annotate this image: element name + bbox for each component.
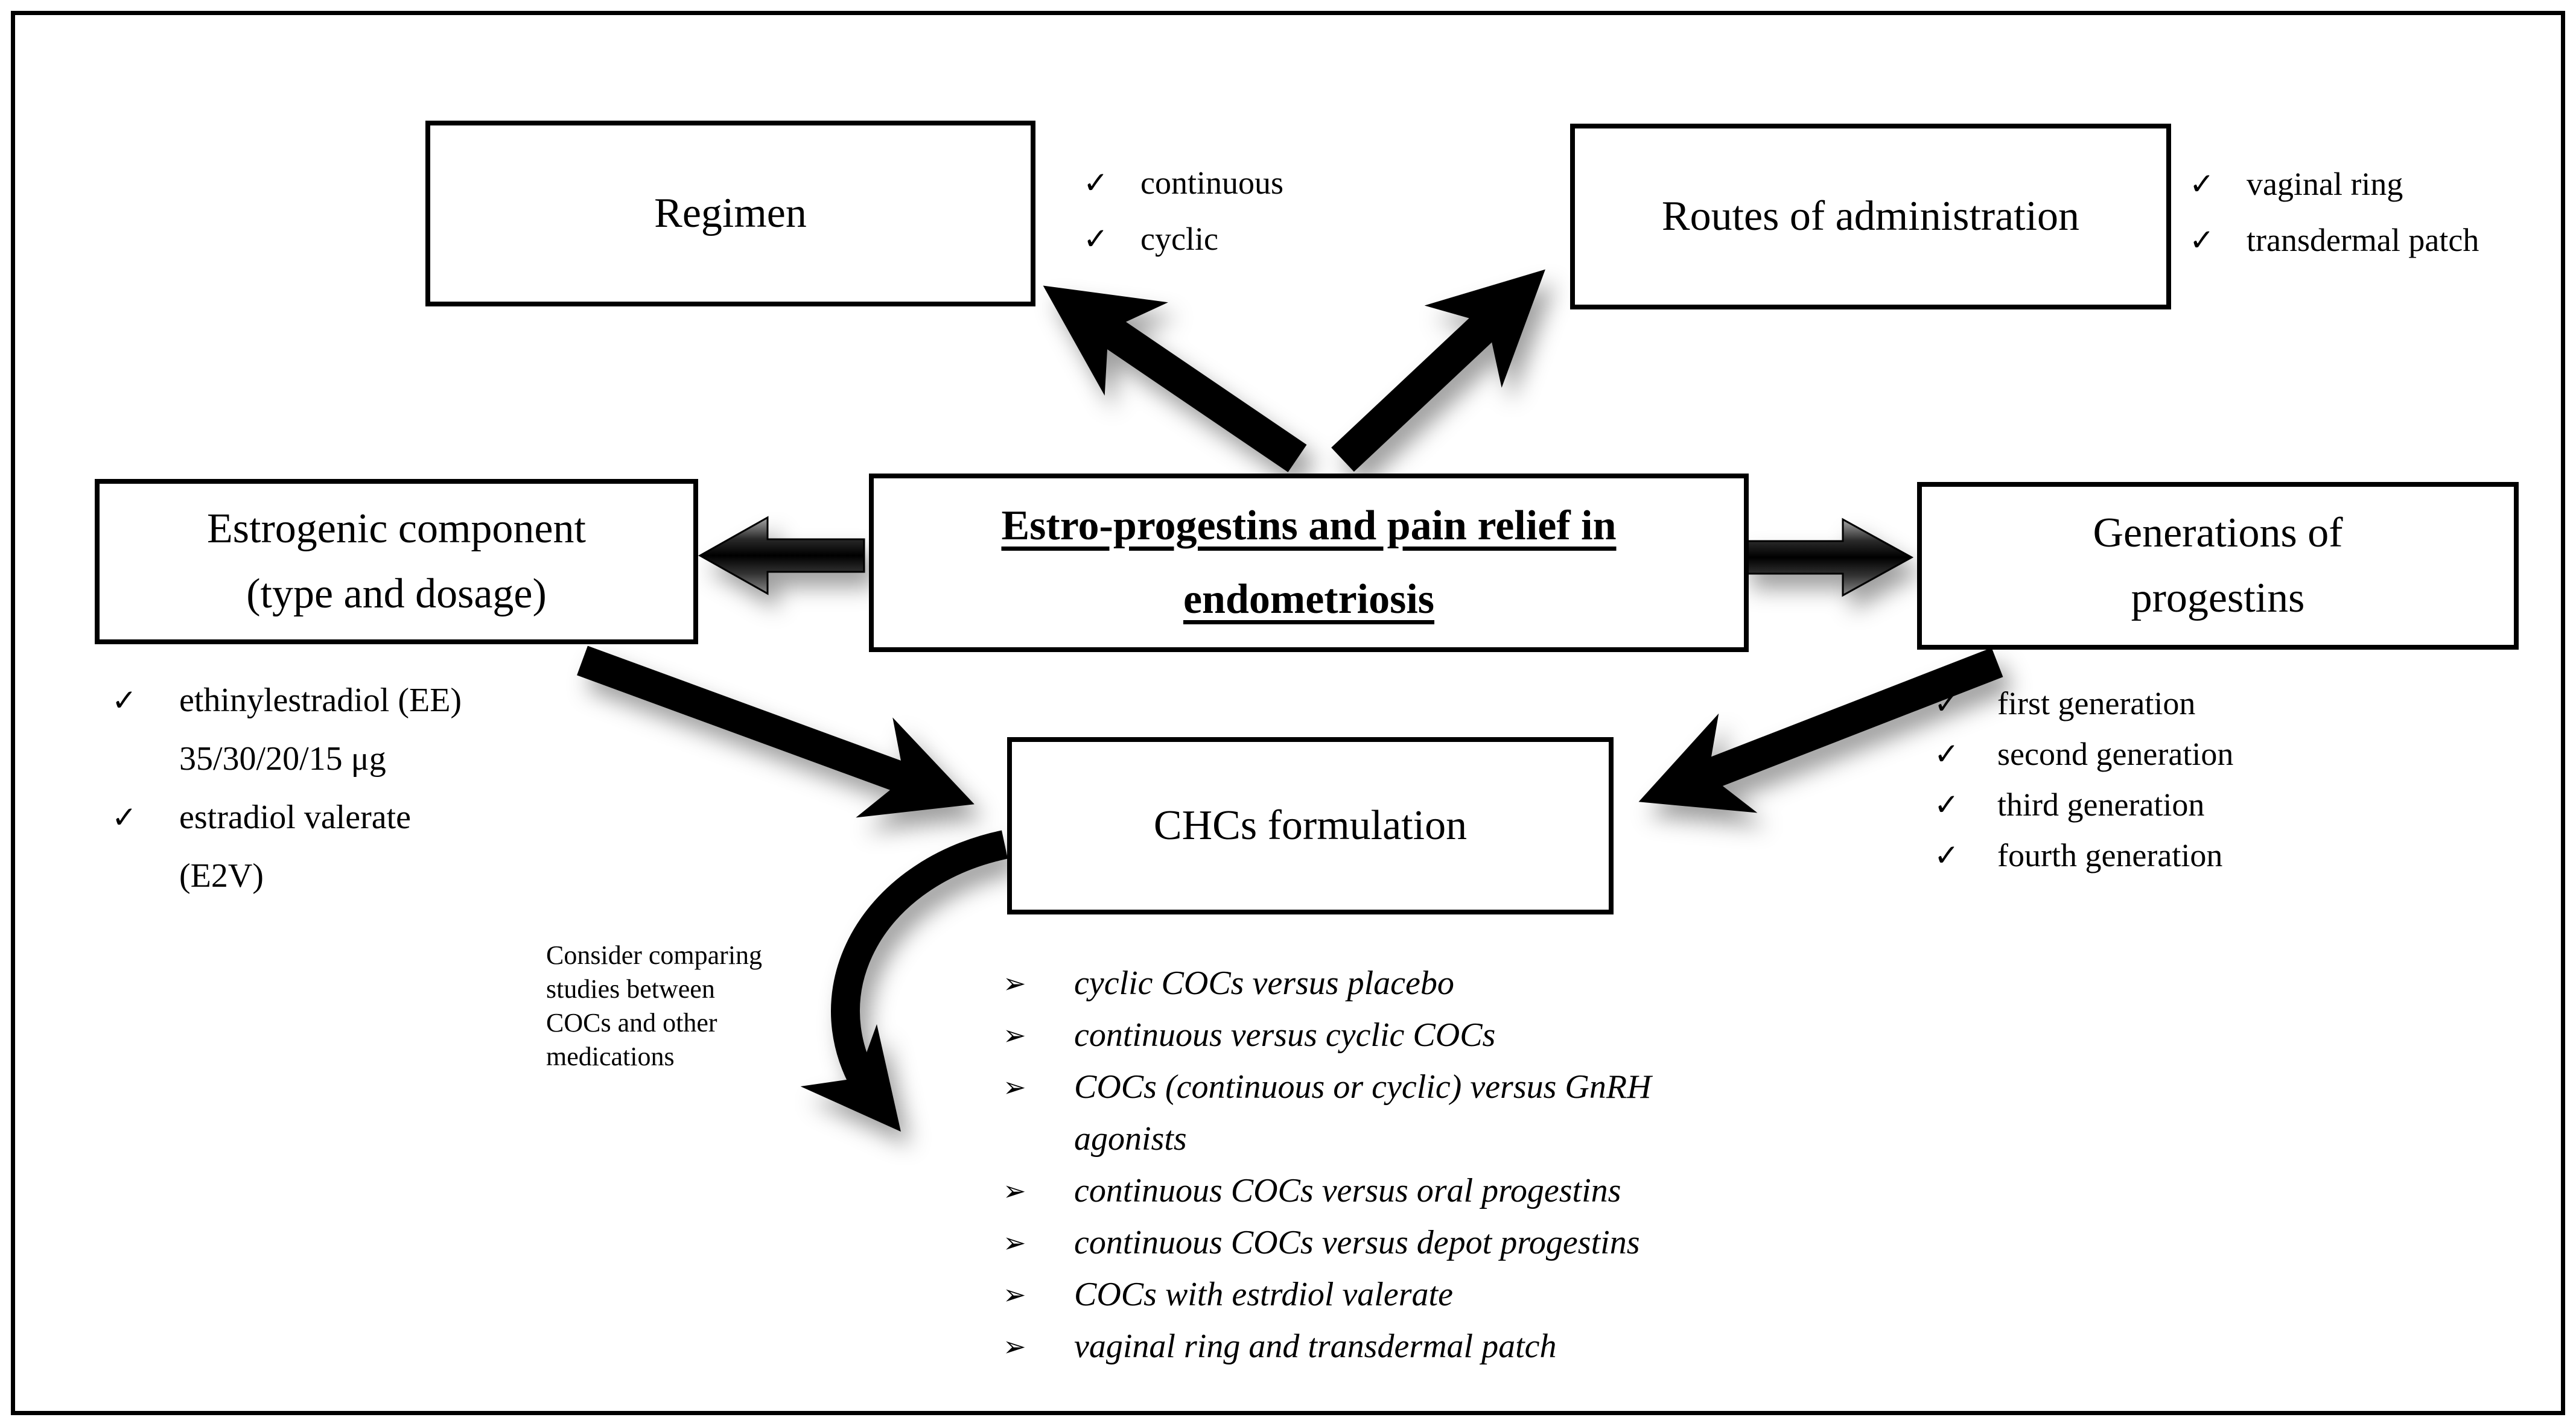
comparison-item-label: COCs (continuous or cyclic) versus GnRH (1074, 1068, 1652, 1106)
regimen-checklist (1083, 154, 1283, 267)
comparison-item (1003, 1061, 1652, 1113)
box-chcs-formulation (1007, 737, 1614, 914)
comparison-item (1003, 1269, 1652, 1320)
consider-note-line: studies between (546, 974, 715, 1004)
main-topic-line1: Estro-progestins and pain relief in (1001, 502, 1617, 549)
checklist-item (112, 671, 462, 729)
box-estrogenic-component (95, 479, 698, 644)
comparison-item (1003, 1320, 1652, 1372)
box-main-topic (869, 474, 1749, 652)
comparison-item-label: cyclic COCs versus placebo (1074, 965, 1454, 1002)
chcs-label: CHCs formulation (1153, 802, 1468, 849)
checklist-item-label: 35/30/20/15 μg (179, 740, 386, 778)
box-generations-of-progestins (1917, 482, 2519, 650)
arrow-estrogenic-to-chcs (582, 661, 944, 793)
checklist-item-label: fourth generation (1997, 837, 2223, 873)
comparison-item (1003, 957, 1652, 1009)
arrowhead-bullet-icon: ➢ (1003, 1071, 1026, 1103)
checkmark-icon: ✓ (1934, 838, 1959, 873)
arrowhead-bullet-icon: ➢ (1003, 1226, 1026, 1259)
generations-label-line2: progestins (2131, 575, 2305, 621)
main-topic-line2: endometriosis (1183, 576, 1435, 623)
arrowhead-bullet-icon: ➢ (1003, 1174, 1026, 1207)
generations-label-line1: Generations of (2093, 510, 2343, 556)
consider-note (546, 939, 836, 1074)
checklist-item (1934, 678, 2233, 729)
checklist-item-label: third generation (1997, 787, 2205, 823)
estrogenic-label-line1: Estrogenic component (207, 505, 586, 552)
checklist-item-label: second generation (1997, 736, 2234, 772)
consider-note-line: COCs and other (546, 1008, 717, 1038)
arrowhead-bullet-icon: ➢ (1003, 1278, 1026, 1311)
checklist-item (1083, 211, 1283, 267)
checklist-item-label: vaginal ring (2247, 165, 2403, 202)
checklist-item-label: continuous (1140, 164, 1283, 201)
generations-checklist (1934, 678, 2233, 881)
arrowhead-bullet-icon: ➢ (1003, 967, 1026, 1000)
consider-note-line: Consider comparing (546, 940, 763, 970)
checkmark-icon: ✓ (1934, 787, 1959, 822)
checkmark-icon: ✓ (1934, 737, 1959, 772)
checkmark-icon: ✓ (112, 799, 137, 835)
arrow-center-to-routes (1343, 293, 1521, 460)
arrow-center-to-estrogenic (700, 518, 864, 594)
checklist-item-label: transdermal patch (2247, 221, 2479, 258)
comparison-item (1003, 1113, 1652, 1165)
checklist-item-label: (E2V) (179, 857, 264, 895)
box-routes-label: Routes of administration (1661, 193, 2080, 239)
checklist-item (1934, 830, 2233, 881)
checklist-item-label: estradiol valerate (179, 798, 412, 836)
estrogenic-checklist (112, 671, 462, 905)
arrow-center-to-generations (1743, 519, 1912, 595)
box-regimen-label: Regimen (654, 190, 807, 236)
comparison-item (1003, 1165, 1652, 1217)
arrow-chcs-curved-to-list (845, 845, 1005, 1109)
arrowhead-bullet-icon: ➢ (1003, 1019, 1026, 1051)
checkmark-icon: ✓ (112, 682, 137, 718)
consider-note-line: medications (546, 1042, 675, 1071)
checklist-item (112, 846, 462, 905)
checkmark-icon: ✓ (2189, 222, 2215, 258)
routes-checklist (2189, 156, 2479, 268)
checkmark-icon: ✓ (1934, 686, 1959, 721)
arrowhead-bullet-icon: ➢ (1003, 1330, 1026, 1363)
comparison-item-label: vaginal ring and transdermal patch (1074, 1328, 1557, 1365)
comparison-item-label: continuous COCs versus oral progestins (1074, 1172, 1621, 1209)
checkmark-icon: ✓ (1083, 221, 1108, 256)
checklist-item (112, 729, 462, 788)
checklist-item-label: ethinylestradiol (EE) (179, 681, 462, 719)
checklist-item-label: cyclic (1140, 220, 1218, 257)
checklist-item (2189, 156, 2479, 212)
checklist-item (1934, 779, 2233, 830)
checkmark-icon: ✓ (2189, 166, 2215, 201)
comparison-item (1003, 1009, 1652, 1061)
chcs-comparisons-list (1003, 957, 1652, 1372)
comparison-item-label: COCs with estrdiol valerate (1074, 1276, 1453, 1313)
checkmark-icon: ✓ (1083, 165, 1108, 200)
estrogenic-label-line2: (type and dosage) (246, 571, 547, 617)
box-routes-of-administration (1570, 124, 2171, 309)
comparison-item (1003, 1217, 1652, 1269)
comparison-item-label: agonists (1074, 1120, 1187, 1158)
box-regimen (425, 121, 1035, 306)
comparison-item-label: continuous versus cyclic COCs (1074, 1016, 1496, 1054)
checklist-item-label: first generation (1997, 685, 2196, 721)
arrow-center-to-regimen (1071, 305, 1297, 458)
checklist-item (1934, 729, 2233, 779)
checklist-item (2189, 212, 2479, 268)
checklist-item (1083, 154, 1283, 211)
checklist-item (112, 788, 462, 846)
comparison-item-label: continuous COCs versus depot progestins (1074, 1224, 1640, 1261)
